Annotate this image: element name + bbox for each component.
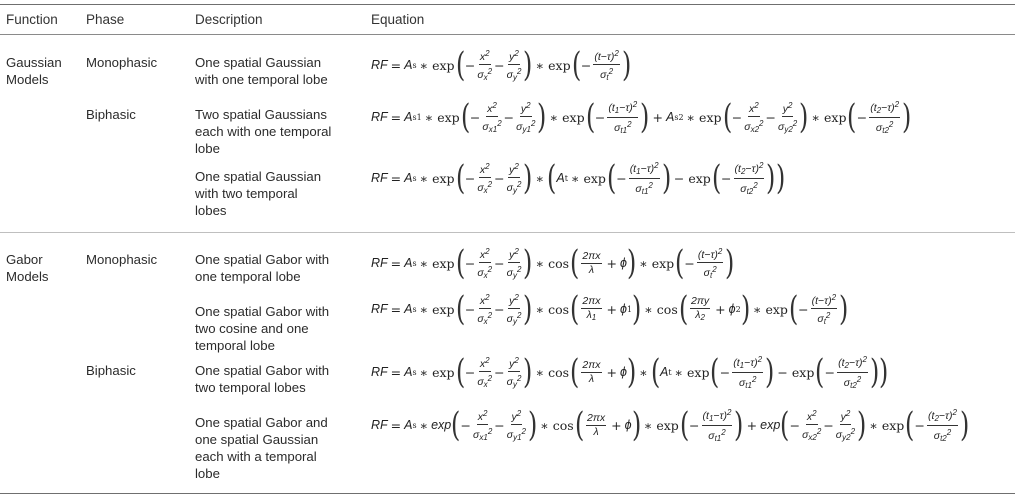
equation-5: RF = A s ∗ exp ( − $\frac{x^2}{\sigma_x^2}$ − $\frac{y^2}{\sigma_y^2}$ ) ∗ cos ( $\frac{2\pi x}{\lambda_1}$ + ϕ 1 ) ∗ cos ( $\frac{2\pi y}{\lambda_2}$ + ϕ 2 ) ∗ exp ( − $\frac{(t-\tau)^2}{\sigma_t^2}$ ) bbox=[371, 289, 849, 329]
header-description: Description bbox=[195, 12, 263, 27]
desc-row-3c: lobes bbox=[195, 203, 227, 218]
header-rule bbox=[0, 34, 1015, 35]
desc-row-4b: one temporal lobe bbox=[195, 269, 301, 284]
function-gaussian-line1: Gaussian bbox=[6, 55, 62, 70]
equation-6: RF = A s ∗ exp ( − $\frac{x^2}{\sigma_x^2}$ − $\frac{y^2}{\sigma_y^2}$ ) ∗ cos ( $\frac{2\pi x}{\lambda}$ + ϕ ) ∗ ( A t ∗ exp ( − $\frac{(t_1-\tau)^2}{\sigma_{t1}^2}$ ) − exp ( − $\frac{(t_2-\tau)^2}{\sigma_{t2}^2}$ ) ) bbox=[371, 352, 889, 392]
desc-row-2b: each with one temporal bbox=[195, 124, 332, 139]
desc-row-1a: One spatial Gaussian bbox=[195, 55, 322, 70]
phase-biphasic: Biphasic bbox=[86, 107, 136, 122]
desc-row-5b: two cosine and one bbox=[195, 321, 309, 336]
equation-3: RF = A s ∗ exp ( − $\frac{x^2}{\sigma_x^2}$ − $\frac{y^2}{\sigma_y^2}$ ) ∗ ( A t ∗ exp ( − $\frac{(t_1-\tau)^2}{\sigma_{t1}^2}$ ) − exp ( − $\frac{(t_2-\tau)^2}{\sigma_{t2}^2}$ ) ) bbox=[371, 158, 785, 198]
phase-biphasic-gabor: Biphasic bbox=[86, 363, 136, 378]
desc-row-6b: two temporal lobes bbox=[195, 380, 306, 395]
phase-monophasic: Monophasic bbox=[86, 55, 158, 70]
desc-row-5c: temporal lobe bbox=[195, 338, 275, 353]
top-rule bbox=[0, 4, 1015, 5]
desc-row-7b: one spatial Gaussian bbox=[195, 432, 319, 447]
desc-row-2c: lobe bbox=[195, 141, 220, 156]
desc-row-4a: One spatial Gabor with bbox=[195, 252, 330, 267]
desc-row-6a: One spatial Gabor with bbox=[195, 363, 330, 378]
header-phase: Phase bbox=[86, 12, 125, 27]
equation-1: RF = A s ∗ exp ( − $\frac{x^2}{\sigma_x^2}$ − $\frac{y^2}{\sigma_y^2}$ ) ∗ exp ( − $\frac{(t-\tau)^2}{\sigma_t^2}$ ) bbox=[371, 45, 632, 85]
desc-row-7c: each with a temporal bbox=[195, 449, 317, 464]
function-gaussian-line2: Models bbox=[6, 72, 49, 87]
desc-row-3a: One spatial Gaussian bbox=[195, 169, 322, 184]
bottom-rule bbox=[0, 493, 1015, 494]
equation-2: RF = A s1 ∗ exp ( − $\frac{x^2}{\sigma_{x1}^2}$ − $\frac{y^2}{\sigma_{y1}^2}$ ) ∗ exp ( − $\frac{(t_1-\tau)^2}{\sigma_{t1}^2}$ ) + A s2 ∗ exp ( − $\frac{x^2}{\sigma_{x2}^2}$ − $\frac{y^2}{\sigma_{y2}^2}$ ) ∗ exp ( − $\frac{(t_2-\tau)^2}{\sigma_{t2}^2}$ ) bbox=[371, 97, 912, 137]
group-divider bbox=[0, 232, 1015, 233]
desc-row-7a: One spatial Gabor and bbox=[195, 415, 328, 430]
desc-row-1b: with one temporal lobe bbox=[195, 72, 328, 87]
equation-7: RF = A s ∗ exp ( − $\frac{x^2}{\sigma_{x1}^2}$ − $\frac{y^2}{\sigma_{y1}^2}$ ) ∗ cos ( $\frac{2\pi x}{\lambda}$ + ϕ ) ∗ exp ( − $\frac{(t_1-\tau)^2}{\sigma_{t1}^2}$ ) + exp ( − $\frac{x^2}{\sigma_{x2}^2}$ − $\frac{y^2}{\sigma_{y2}^2}$ ) ∗ exp ( − $\frac{(t_2-\tau)^2}{\sigma_{t2}^2}$ ) bbox=[371, 405, 970, 445]
equation-4: RF = A s ∗ exp ( − $\frac{x^2}{\sigma_x^2}$ − $\frac{y^2}{\sigma_y^2}$ ) ∗ cos ( $\frac{2\pi x}{\lambda}$ + ϕ ) ∗ exp ( − $\frac{(t-\tau)^2}{\sigma_t^2}$ ) bbox=[371, 243, 735, 283]
header-equation: Equation bbox=[371, 12, 425, 27]
function-gabor-line1: Gabor bbox=[6, 252, 43, 267]
desc-row-3b: with two temporal bbox=[195, 186, 298, 201]
desc-row-7d: lobe bbox=[195, 466, 220, 481]
phase-monophasic-gabor: Monophasic bbox=[86, 252, 158, 267]
desc-row-2a: Two spatial Gaussians bbox=[195, 107, 327, 122]
header-function: Function bbox=[6, 12, 58, 27]
desc-row-5a: One spatial Gabor with bbox=[195, 304, 330, 319]
function-gabor-line2: Models bbox=[6, 269, 49, 284]
